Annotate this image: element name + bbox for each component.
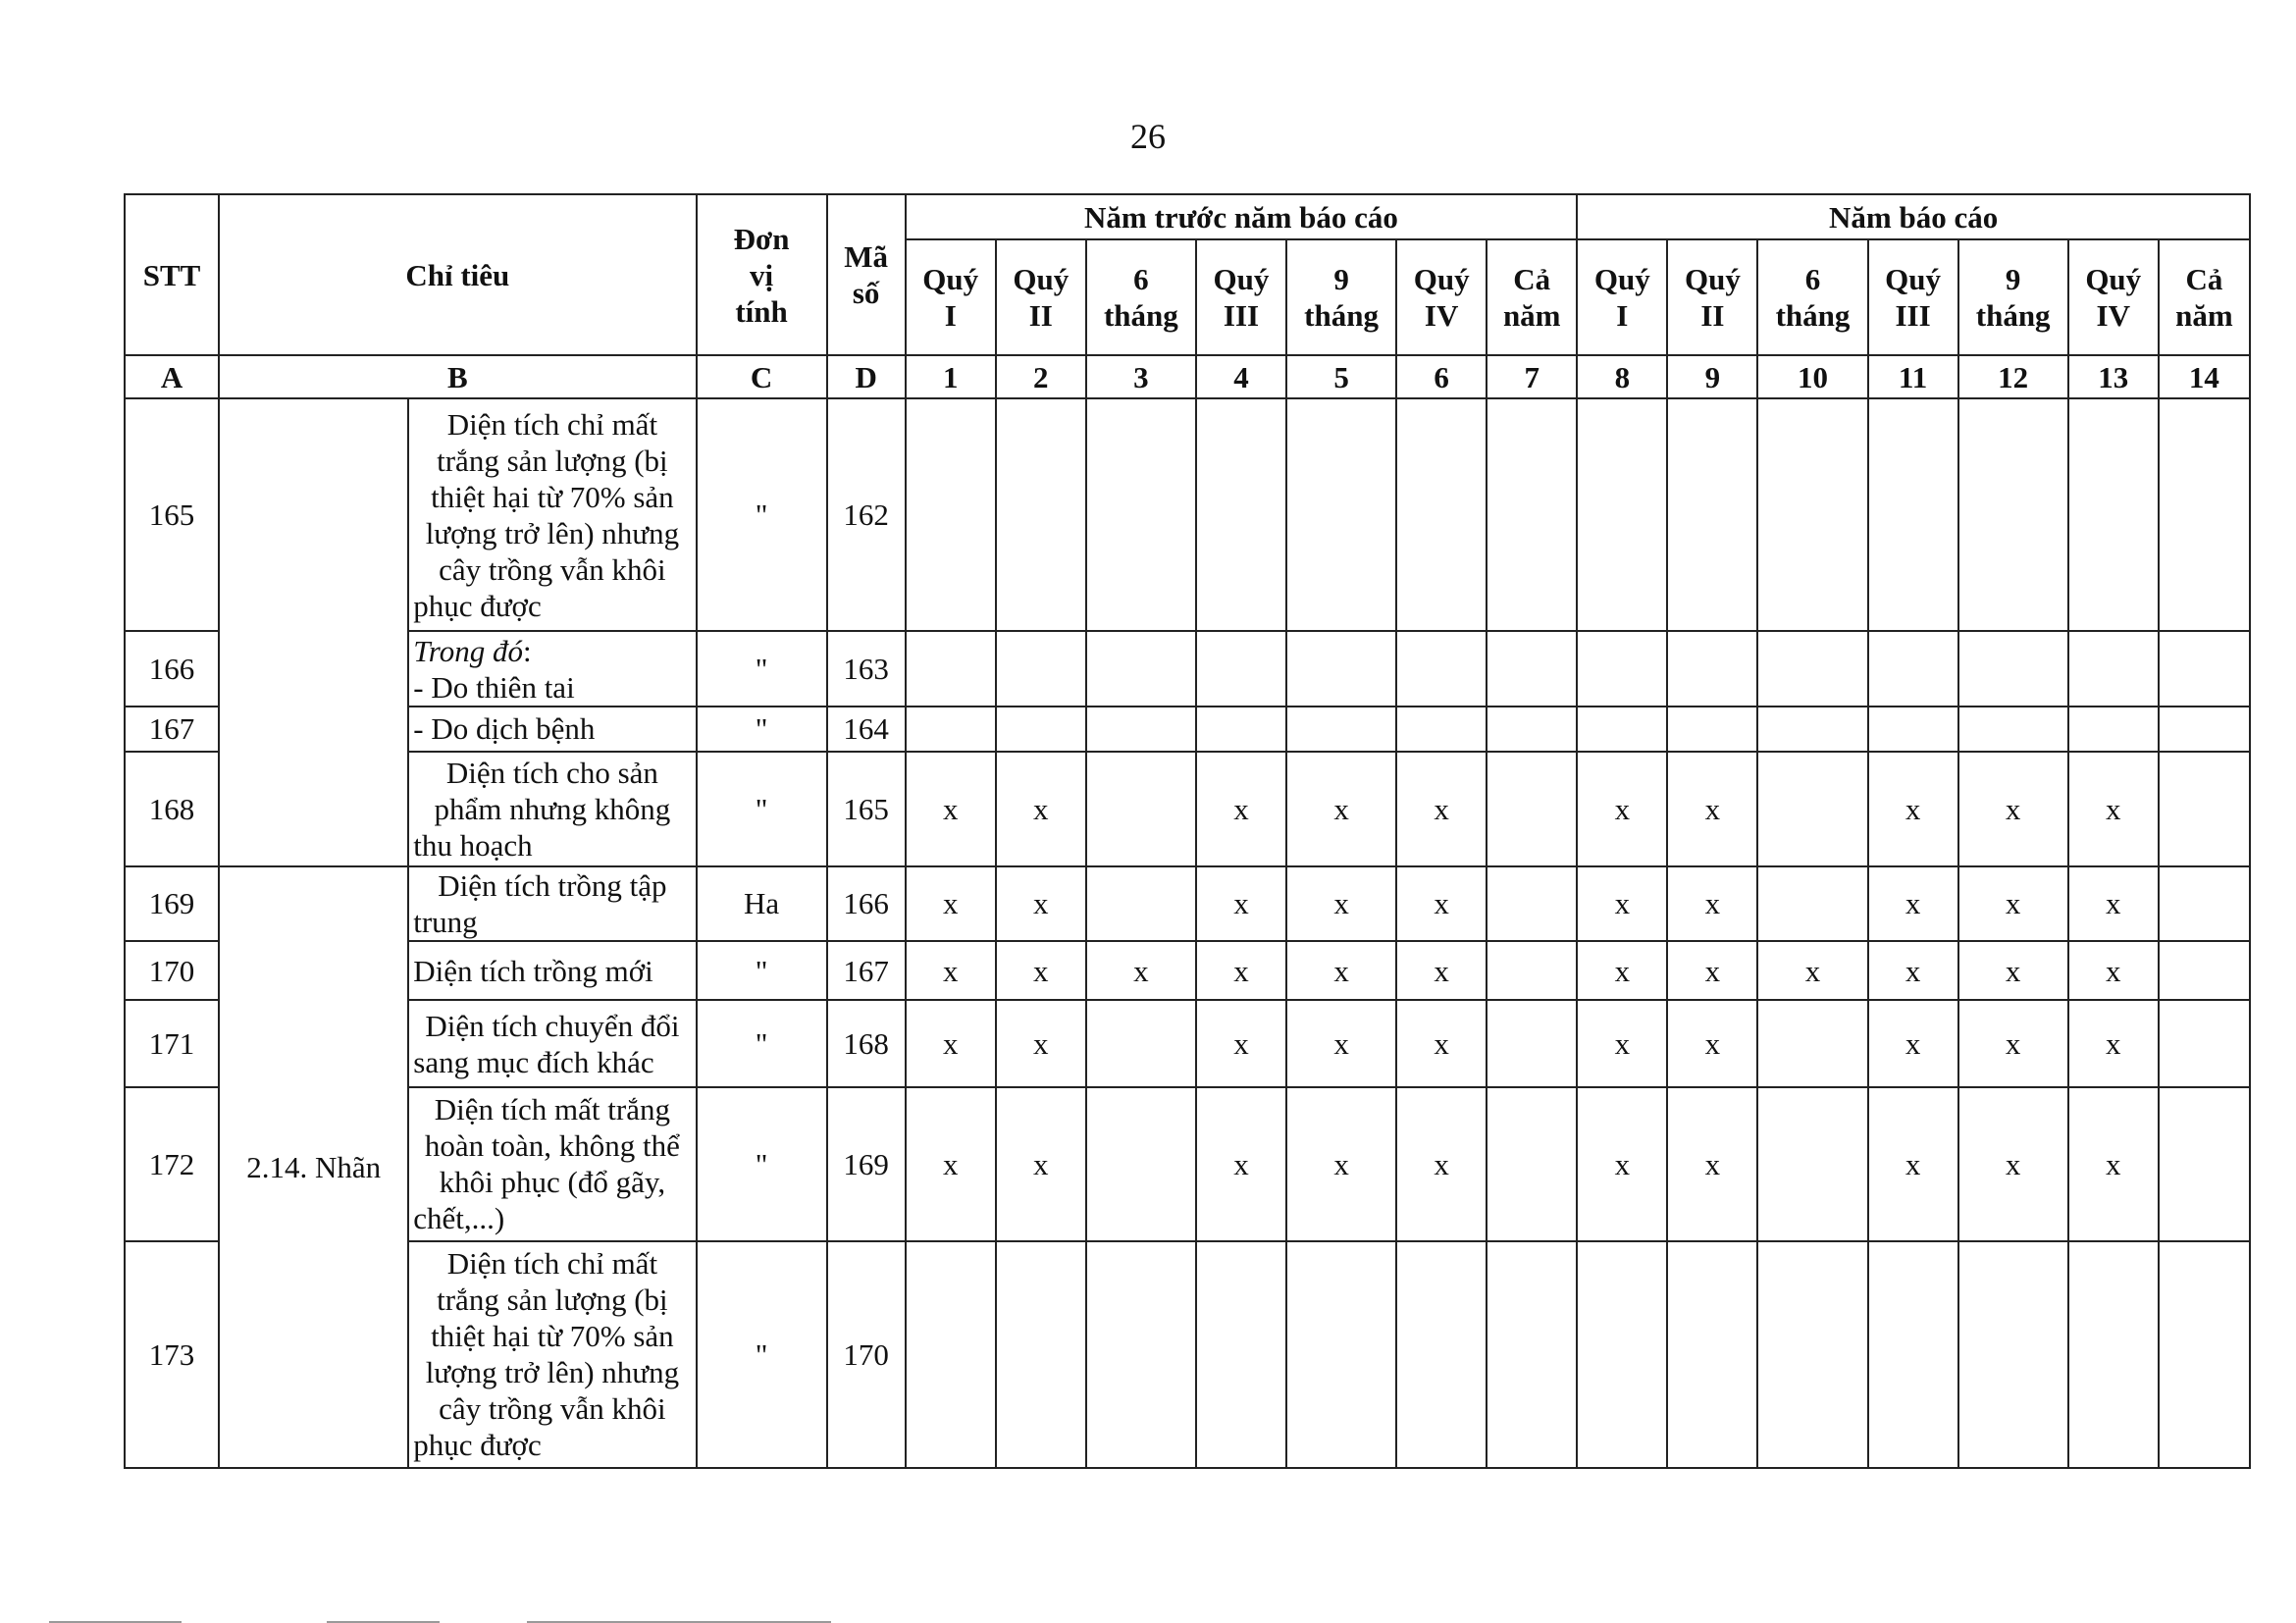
header-period-prev-1: Quý I	[906, 239, 996, 355]
unit-cell: "	[697, 1000, 827, 1086]
value-cell: x	[996, 1000, 1086, 1086]
index-cell: 2	[996, 355, 1086, 398]
index-cell: 7	[1487, 355, 1577, 398]
description-cell: Diện tích chỉ mất trắng sản lượng (bị thiệt hại từ 70% sản lượng trở lên) nhưng cây trồng vẫn khôi phục được	[408, 1241, 696, 1468]
value-cell: x	[1667, 1000, 1757, 1086]
table-row	[125, 1241, 2250, 1468]
value-cell: x	[1286, 1000, 1396, 1086]
description-cell: Diện tích cho sản phẩm nhưng không thu hoạch	[408, 752, 696, 866]
value-cell: x	[2068, 866, 2159, 941]
value-cell	[1487, 631, 1577, 706]
stt-cell: 173	[125, 1241, 219, 1468]
value-cell	[1667, 707, 1757, 752]
value-cell: x	[2068, 1000, 2159, 1086]
value-cell: x	[1396, 752, 1487, 866]
value-cell	[1757, 631, 1867, 706]
table-row	[125, 752, 2250, 866]
description-cell: Diện tích chuyển đổi sang mục đích khác	[408, 1000, 696, 1086]
header-period-curr-1: Quý I	[1577, 239, 1667, 355]
value-cell	[996, 631, 1086, 706]
value-cell	[1577, 631, 1667, 706]
value-cell	[1577, 398, 1667, 631]
unit-cell: "	[697, 1241, 827, 1468]
value-cell	[1958, 398, 2068, 631]
value-cell	[1757, 752, 1867, 866]
index-cell: 9	[1667, 355, 1757, 398]
value-cell: x	[1757, 941, 1867, 1000]
stt-cell: 172	[125, 1087, 219, 1241]
value-cell	[1487, 941, 1577, 1000]
value-cell: x	[996, 752, 1086, 866]
header-period-curr-6: Quý IV	[2068, 239, 2159, 355]
value-cell	[1577, 1241, 1667, 1468]
description-cell: Diện tích chỉ mất trắng sản lượng (bị thiệt hại từ 70% sản lượng trở lên) nhưng cây trồng vẫn khôi phục được	[408, 398, 696, 631]
value-cell: x	[2068, 752, 2159, 866]
value-cell	[1086, 866, 1196, 941]
header-period-curr-2: Quý II	[1667, 239, 1757, 355]
value-cell	[2068, 398, 2159, 631]
value-cell	[1286, 707, 1396, 752]
page-number: 26	[1130, 117, 1166, 156]
table-row	[125, 866, 2250, 941]
value-cell	[906, 398, 996, 631]
value-cell	[1286, 398, 1396, 631]
value-cell: x	[906, 941, 996, 1000]
table-row	[125, 1087, 2250, 1241]
table-row	[125, 398, 2250, 631]
value-cell: x	[906, 752, 996, 866]
table-row	[125, 631, 2250, 706]
group-cell	[219, 398, 408, 865]
table-row	[125, 1000, 2250, 1086]
value-cell	[1868, 398, 1958, 631]
value-cell	[2068, 631, 2159, 706]
value-cell: x	[1196, 1087, 1286, 1241]
value-cell	[1396, 707, 1487, 752]
value-cell: x	[1286, 941, 1396, 1000]
value-cell	[1086, 752, 1196, 866]
value-cell: x	[1286, 752, 1396, 866]
value-cell	[1086, 1087, 1196, 1241]
value-cell	[1958, 1241, 2068, 1468]
code-cell: 165	[827, 752, 906, 866]
unit-cell: "	[697, 1087, 827, 1241]
group-cell-nhan: 2.14. Nhãn	[219, 866, 408, 1468]
value-cell	[1757, 1000, 1867, 1086]
value-cell	[2159, 1241, 2250, 1468]
stt-cell: 171	[125, 1000, 219, 1086]
value-cell: x	[1958, 752, 2068, 866]
value-cell	[2159, 1087, 2250, 1241]
unit-cell: "	[697, 752, 827, 866]
stt-cell: 170	[125, 941, 219, 1000]
value-cell	[1086, 631, 1196, 706]
value-cell: x	[1868, 1000, 1958, 1086]
value-cell	[1868, 631, 1958, 706]
index-cell: 5	[1286, 355, 1396, 398]
value-cell: x	[1577, 752, 1667, 866]
value-cell	[1757, 398, 1867, 631]
value-cell	[1868, 1241, 1958, 1468]
value-cell	[996, 398, 1086, 631]
value-cell	[2159, 866, 2250, 941]
value-cell: x	[1396, 1087, 1487, 1241]
value-cell	[1757, 707, 1867, 752]
code-cell: 168	[827, 1000, 906, 1086]
stt-cell: 167	[125, 707, 219, 752]
index-cell: 8	[1577, 355, 1667, 398]
index-cell: D	[827, 355, 906, 398]
value-cell: x	[1958, 1000, 2068, 1086]
value-cell: x	[2068, 941, 2159, 1000]
value-cell: x	[1958, 1087, 2068, 1241]
code-cell: 164	[827, 707, 906, 752]
unit-cell: "	[697, 631, 827, 706]
table-row	[125, 941, 2250, 1000]
table-row	[125, 707, 2250, 752]
description-cell: - Do dịch bệnh	[408, 707, 696, 752]
code-cell: 170	[827, 1241, 906, 1468]
value-cell: x	[1577, 1087, 1667, 1241]
value-cell	[996, 707, 1086, 752]
value-cell: x	[906, 866, 996, 941]
value-cell: x	[1577, 866, 1667, 941]
value-cell: x	[1196, 941, 1286, 1000]
unit-cell: "	[697, 941, 827, 1000]
value-cell	[2159, 631, 2250, 706]
value-cell	[1086, 707, 1196, 752]
value-cell: x	[906, 1000, 996, 1086]
value-cell	[1396, 398, 1487, 631]
value-cell	[2068, 1241, 2159, 1468]
value-cell: x	[1196, 866, 1286, 941]
value-cell	[1487, 1241, 1577, 1468]
value-cell	[2159, 752, 2250, 866]
value-cell: x	[996, 866, 1086, 941]
value-cell	[1577, 707, 1667, 752]
index-cell: 14	[2159, 355, 2250, 398]
stt-cell: 166	[125, 631, 219, 706]
value-cell: x	[1868, 1087, 1958, 1241]
value-cell: x	[1196, 752, 1286, 866]
code-cell: 162	[827, 398, 906, 631]
value-cell	[1487, 866, 1577, 941]
value-cell: x	[1868, 941, 1958, 1000]
header-period-prev-5: 9 tháng	[1286, 239, 1396, 355]
value-cell	[1958, 631, 2068, 706]
code-cell: 166	[827, 866, 906, 941]
value-cell	[1757, 1241, 1867, 1468]
stt-cell: 165	[125, 398, 219, 631]
value-cell	[1958, 707, 2068, 752]
code-cell: 169	[827, 1087, 906, 1241]
header-period-prev-6: Quý IV	[1396, 239, 1487, 355]
report-table	[124, 193, 2251, 1469]
value-cell	[1396, 631, 1487, 706]
value-cell	[1396, 1241, 1487, 1468]
header-period-curr-3: 6 tháng	[1757, 239, 1867, 355]
header-period-curr-4: Quý III	[1868, 239, 1958, 355]
value-cell	[2159, 398, 2250, 631]
index-cell: 12	[1958, 355, 2068, 398]
value-cell	[1196, 398, 1286, 631]
value-cell: x	[1667, 752, 1757, 866]
value-cell	[906, 1241, 996, 1468]
index-cell: 4	[1196, 355, 1286, 398]
value-cell	[1487, 1087, 1577, 1241]
value-cell	[1487, 707, 1577, 752]
value-cell: x	[1396, 1000, 1487, 1086]
stt-cell: 169	[125, 866, 219, 941]
header-chi-tieu: Chỉ tiêu	[219, 194, 696, 355]
stt-cell: 168	[125, 752, 219, 866]
value-cell	[1487, 752, 1577, 866]
value-cell	[1757, 1087, 1867, 1241]
value-cell	[1487, 398, 1577, 631]
value-cell	[1286, 1241, 1396, 1468]
index-cell: 6	[1396, 355, 1487, 398]
description-cell: Diện tích trồng mới	[408, 941, 696, 1000]
value-cell	[1667, 398, 1757, 631]
value-cell: x	[1667, 866, 1757, 941]
index-cell: A	[125, 355, 219, 398]
value-cell: x	[1196, 1000, 1286, 1086]
index-cell: 13	[2068, 355, 2159, 398]
value-cell: x	[1286, 1087, 1396, 1241]
value-cell	[2159, 941, 2250, 1000]
value-cell: x	[1396, 866, 1487, 941]
value-cell: x	[906, 1087, 996, 1241]
value-cell	[2159, 707, 2250, 752]
value-cell: x	[1958, 866, 2068, 941]
description-cell: Diện tích trồng tập trung	[408, 866, 696, 941]
code-cell: 167	[827, 941, 906, 1000]
value-cell: x	[1577, 1000, 1667, 1086]
index-cell: C	[697, 355, 827, 398]
value-cell: x	[1396, 941, 1487, 1000]
header-period-curr-5: 9 tháng	[1958, 239, 2068, 355]
header-period-prev-7: Cả năm	[1487, 239, 1577, 355]
header-stt: STT	[125, 194, 219, 355]
value-cell	[1196, 1241, 1286, 1468]
value-cell: x	[996, 1087, 1086, 1241]
header-group-report-year: Năm báo cáo	[1577, 194, 2250, 239]
index-cell: B	[219, 355, 696, 398]
code-cell: 163	[827, 631, 906, 706]
value-cell: x	[1086, 941, 1196, 1000]
value-cell: x	[1667, 1087, 1757, 1241]
header-don-vi-tinh: Đơn vị tính	[697, 194, 827, 355]
value-cell: x	[1286, 866, 1396, 941]
value-cell	[906, 631, 996, 706]
description-cell: Diện tích mất trắng hoàn toàn, không thể khôi phục (đổ gãy, chết,...)	[408, 1087, 696, 1241]
value-cell	[996, 1241, 1086, 1468]
value-cell	[1757, 866, 1867, 941]
value-cell	[2159, 1000, 2250, 1086]
value-cell: x	[996, 941, 1086, 1000]
value-cell	[1286, 631, 1396, 706]
header-period-curr-7: Cả năm	[2159, 239, 2250, 355]
header-period-prev-3: 6 tháng	[1086, 239, 1196, 355]
value-cell: x	[1868, 752, 1958, 866]
value-cell	[1868, 707, 1958, 752]
value-cell: x	[1667, 941, 1757, 1000]
value-cell: x	[1868, 866, 1958, 941]
value-cell	[1196, 631, 1286, 706]
value-cell	[1086, 1241, 1196, 1468]
header-group-prev-year: Năm trước năm báo cáo	[906, 194, 1578, 239]
header-period-prev-4: Quý III	[1196, 239, 1286, 355]
value-cell	[2068, 707, 2159, 752]
value-cell: x	[1577, 941, 1667, 1000]
header-period-prev-2: Quý II	[996, 239, 1086, 355]
value-cell	[1487, 1000, 1577, 1086]
value-cell	[906, 707, 996, 752]
index-cell: 10	[1757, 355, 1867, 398]
description-cell: Trong đó: - Do thiên tai	[408, 631, 696, 706]
unit-cell: "	[697, 707, 827, 752]
index-cell: 11	[1868, 355, 1958, 398]
header-ma-so: Mã số	[827, 194, 906, 355]
value-cell	[1667, 1241, 1757, 1468]
value-cell	[1086, 1000, 1196, 1086]
value-cell	[1086, 398, 1196, 631]
value-cell	[1196, 707, 1286, 752]
value-cell: x	[2068, 1087, 2159, 1241]
value-cell	[1667, 631, 1757, 706]
unit-cell: Ha	[697, 866, 827, 941]
index-cell: 3	[1086, 355, 1196, 398]
index-cell: 1	[906, 355, 996, 398]
unit-cell: "	[697, 398, 827, 631]
value-cell: x	[1958, 941, 2068, 1000]
